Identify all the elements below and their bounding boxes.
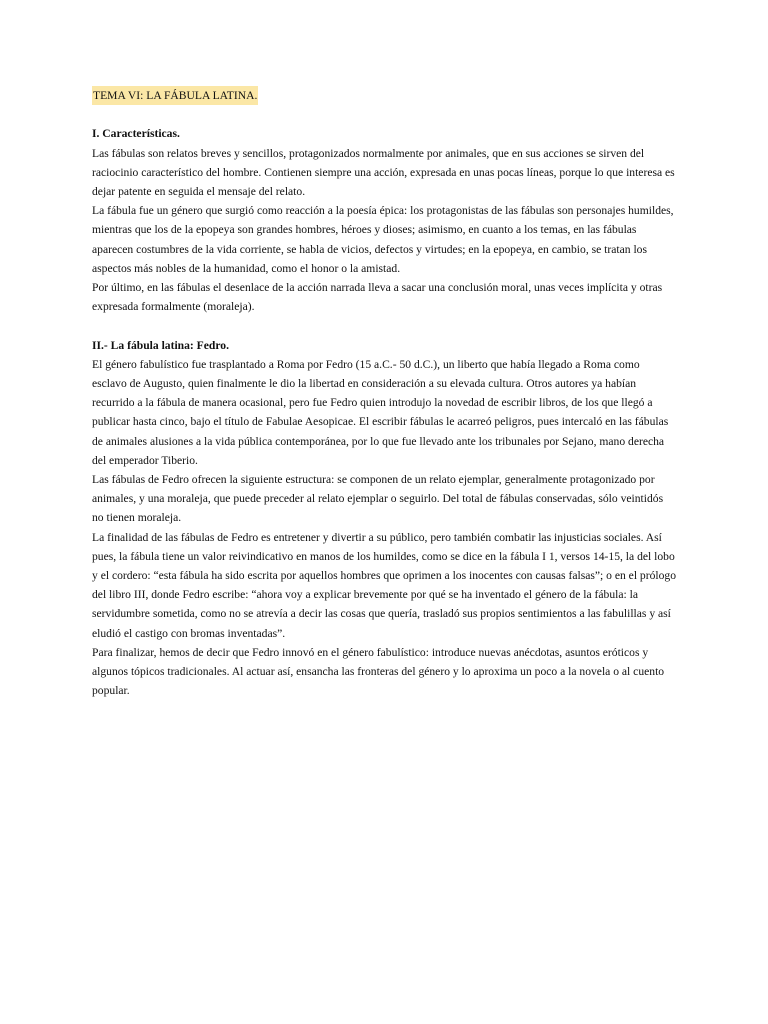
document-title: TEMA VI: LA FÁBULA LATINA. <box>92 86 258 105</box>
paragraph: Las fábulas de Fedro ofrecen la siguiente estructura: se componen de un relato ejemplar, generalmente protagonizado por animales, y una moraleja, que puede preceder al relato ejemplar o seguirlo. Del total de fábulas conservadas, sólo veintidós no tienen moraleja. <box>92 473 664 525</box>
paragraph: La finalidad de las fábulas de Fedro es entretener y divertir a su público, pero también combatir las injusticias sociales. Así pues, la fábula tiene un valor reivindicativo en manos de los humildes, como se dice en la fábula I 1, versos 14-15, la del lobo y el cordero: “esta fábula ha sido escrita por aquellos hombres que oprimen a los inocentes con causas falsas”; o en el prólogo del libro III, donde Fedro escribe: “ahora voy a explicar brevemente por qué se ha inventado el género de la fábula: la servidumbre sometida, como no se atrevía a decir las cosas que quería, trasladó sus propios sentimientos a las fabulillas y así eludió el castigo con bromas inventadas”. <box>92 530 677 640</box>
paragraph: El género fabulístico fue trasplantado a Roma por Fedro (15 a.C.- 50 d.C.), un liberto que había llegado a Roma como esclavo de Augusto, quien finalmente le dio la libertad en consideración a su elevada cultura. Otros autores ya habían recurrido a la fábula de manera ocasional, pero fue Fedro quien introdujo la novedad de escribir libros, de los que llegó a publicar hasta cinco, bajo el título de Fabulae Aesopicae. El escribir fábulas le acarreó peligros, pues intercaló en las fábulas de animales alusiones a la vida pública contemporánea, por lo que fue llevado ante los tribunales por Sejano, mano derecha del emperador Tiberio. <box>92 357 669 467</box>
section-heading-fedro: II.- La fábula latina: Fedro. <box>92 338 229 352</box>
spacer <box>92 316 676 335</box>
paragraph: Las fábulas son relatos breves y sencillos, protagonizados normalmente por animales, que en sus acciones se sirven del raciocinio característico del hombre. Contienen siempre una acción, expresada en unas pocas líneas, porque lo que interesa es dejar patente en seguida el mensaje del relato. <box>92 146 675 198</box>
section-heading-characteristics: I. Características. <box>92 127 180 141</box>
paragraph: La fábula fue un género que surgió como reacción a la poesía épica: los protagonistas de las fábulas son personajes humildes, mientras que los de la epopeya son grandes hombres, héroes y dioses; asimismo, en cuanto a los temas, en las fábulas aparecen costumbres de la vida corriente, se habla de vicios, defectos y virtudes; en la epopeya, en cambio, se tratan los aspectos más nobles de la humanidad, como el honor o la amistad. <box>92 204 674 275</box>
paragraph: Por último, en las fábulas el desenlace de la acción narrada lleva a sacar una conclusión moral, unas veces implícita y otras expresada formalmente (moraleja). <box>92 281 663 314</box>
paragraph: Para finalizar, hemos de decir que Fedro innovó en el género fabulístico: introduce nuevas anécdotas, asuntos eróticos y algunos tópicos tradicionales. Al actuar así, ensancha las fronteras del género y lo aproxima un poco a la novela o al cuento popular. <box>92 645 665 698</box>
spacer <box>92 105 676 124</box>
